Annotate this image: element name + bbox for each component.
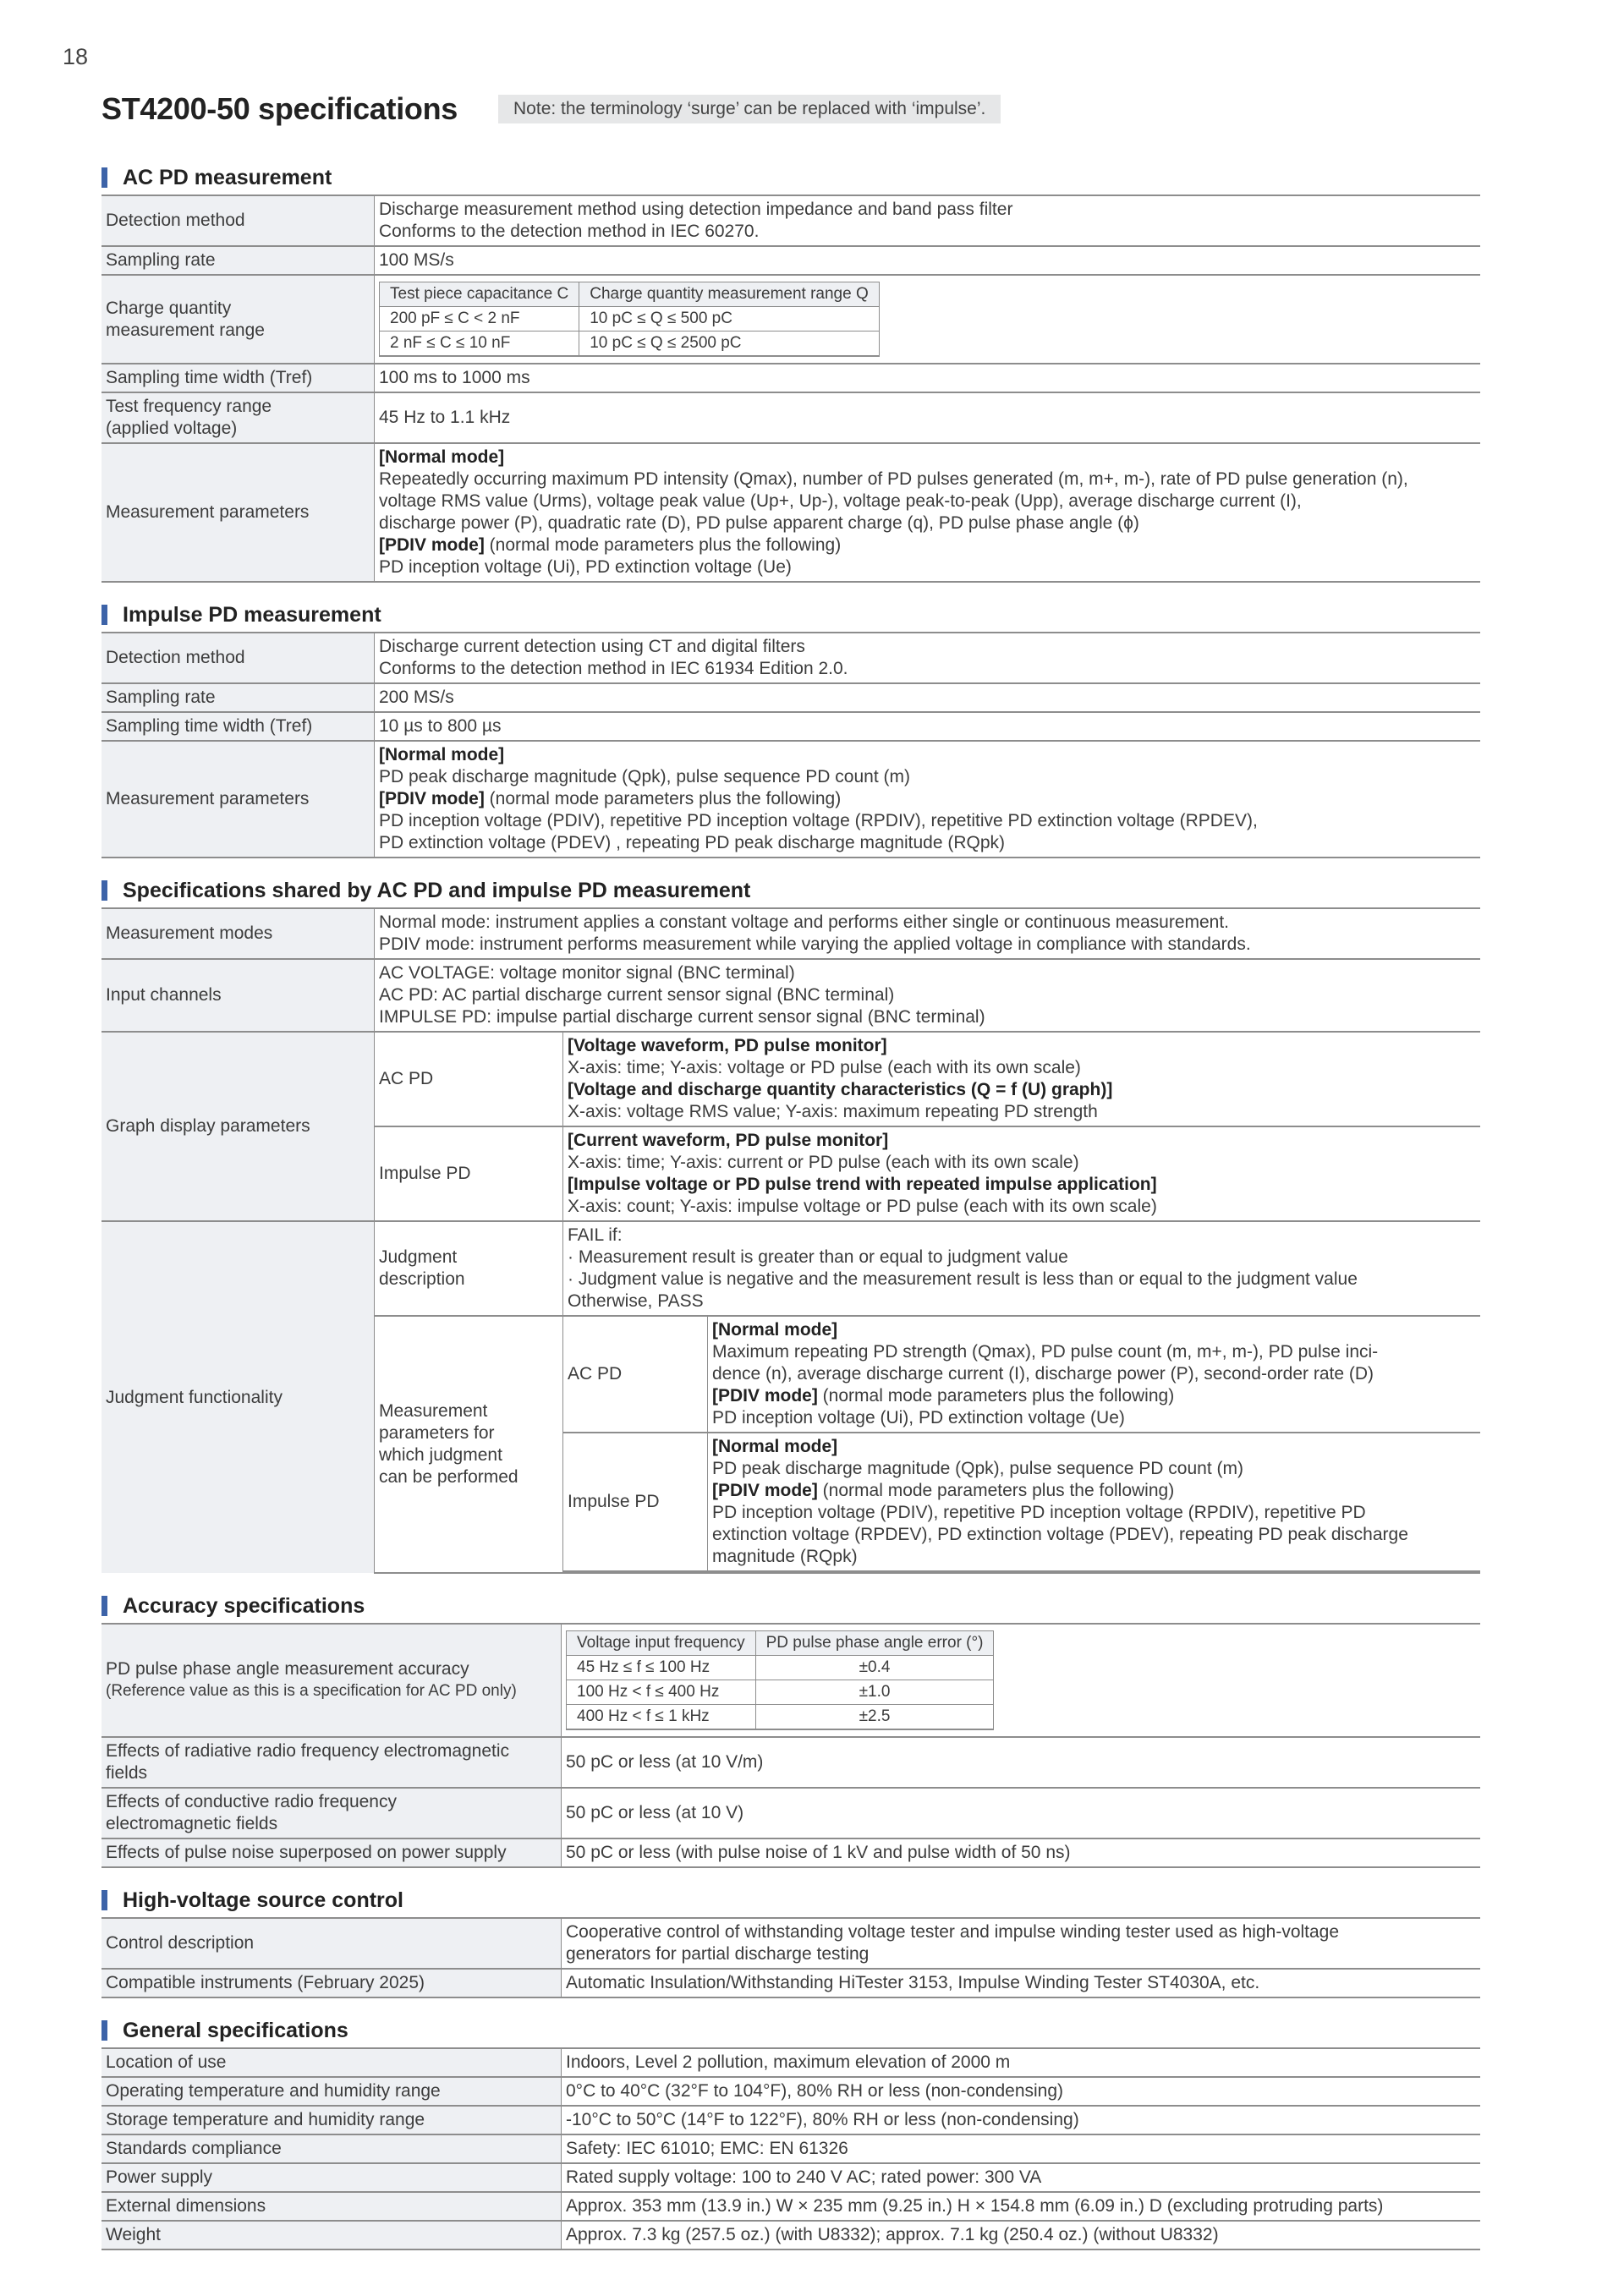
row-label: Effects of radiative radio frequency electromagnetic fields: [102, 1737, 562, 1788]
row-label: Effects of pulse noise superposed on power supply: [102, 1838, 562, 1867]
impulse-pd-table: [102, 632, 1480, 858]
section-heading-hv-control: High-voltage source control: [102, 1883, 1480, 1917]
table-row: 200 pF ≤ C < 2 nF 10 pC ≤ Q ≤ 500 pC: [380, 307, 880, 332]
row-value: 100 ms to 1000 ms: [375, 364, 1481, 392]
row-label: Effects of conductive radio frequency electromagnetic fields: [102, 1788, 562, 1838]
section-heading-general: General specifications: [102, 2014, 1480, 2047]
row-label: Detection method: [102, 633, 375, 683]
table-row: [102, 392, 1480, 443]
row-value: Safety: IEC 61010; EMC: EN 61326: [562, 2134, 1481, 2163]
row-label: Judgment functionality: [102, 1221, 375, 1573]
table-row: [102, 1838, 1480, 1867]
column-header: Voltage input frequency: [567, 1631, 756, 1656]
row-label: Detection method: [102, 195, 375, 246]
table-row: [102, 443, 1480, 582]
table-row: AC PD [Normal mode] Maximum repeating PD strength (Qmax), PD pulse count (m, m+, m-), PD pulse inci- dence (n), average discharge current (I), discharge power (P), second-order rate (D) [PDIV mode] (normal mode parameters plus the following) PD inception voltage (Ui), PD extinction voltage (Ue): [563, 1317, 1480, 1433]
ac-pd-table: [102, 195, 1480, 583]
row-value: 50 pC or less (with pulse noise of 1 kV and pulse width of 50 ns): [562, 1838, 1481, 1867]
table-row: [102, 683, 1480, 712]
table-row: [102, 1221, 1480, 1316]
row-value: 200 MS/s: [375, 683, 1481, 712]
table-row: 2 nF ≤ C ≤ 10 nF 10 pC ≤ Q ≤ 2500 pC: [380, 332, 880, 357]
column-header: Charge quantity measurement range Q: [579, 282, 880, 307]
row-value: Rated supply voltage: 100 to 240 V AC; rated power: 300 VA: [562, 2163, 1481, 2192]
table-row: [102, 741, 1480, 858]
row-label: Storage temperature and humidity range: [102, 2106, 562, 2134]
table-row: [102, 2192, 1480, 2221]
table-row: [102, 712, 1480, 741]
row-value: Automatic Insulation/Withstanding HiTester 3153, Impulse Winding Tester ST4030A, etc.: [562, 1969, 1481, 1997]
section-bar-icon: [102, 605, 107, 625]
row-value: 50 pC or less (at 10 V): [562, 1788, 1481, 1838]
table-row: [102, 246, 1480, 275]
charge-range-table: [379, 282, 880, 357]
sub-label: Impulse PD: [375, 1126, 563, 1221]
section-bar-icon: [102, 167, 107, 188]
sub-label: AC PD: [563, 1317, 708, 1433]
row-value: Approx. 353 mm (13.9 in.) W × 235 mm (9.25 in.) H × 154.8 mm (6.09 in.) D (excluding protruding parts): [562, 2192, 1481, 2221]
row-label: Location of use: [102, 2048, 562, 2077]
row-label: Compatible instruments (February 2025): [102, 1969, 562, 1997]
section-heading-accuracy: Accuracy specifications: [102, 1589, 1480, 1623]
phase-accuracy-table: [566, 1630, 994, 1730]
section-bar-icon: [102, 880, 107, 901]
table-row: [102, 2048, 1480, 2077]
table-row: Impulse PD [Normal mode] PD peak discharge magnitude (Qpk), pulse sequence PD count (m) [PDIV mode] (normal mode parameters plus the following) PD inception voltage (PDIV), repetitive PD inception voltage (RPDIV), repetitive PD extinction voltage (RPDEV), PD extinction voltage (PDEV), repeating PD peak discharge magnitude (RQpk): [563, 1433, 1480, 1571]
row-label: Standards compliance: [102, 2134, 562, 2163]
row-label: Test frequency range (applied voltage): [102, 392, 375, 443]
row-label: External dimensions: [102, 2192, 562, 2221]
table-row: [102, 1032, 1480, 1126]
row-label: Graph display parameters: [102, 1032, 375, 1221]
section-heading-shared: Specifications shared by AC PD and impulse PD measurement: [102, 874, 1480, 907]
table-row: 400 Hz < f ≤ 1 kHz ±2.5: [567, 1705, 994, 1730]
row-value: 100 MS/s: [375, 246, 1481, 275]
row-value: [Normal mode] PD peak discharge magnitude (Qpk), pulse sequence PD count (m) [PDIV mode] (normal mode parameters plus the following) PD inception voltage (PDIV), repetitive PD inception voltage (RPDIV), repetitive PD extinction voltage (RPDEV), PD extinction voltage (PDEV) , repeating PD peak discharge magnitude (RQpk): [375, 741, 1481, 858]
row-value: 10 µs to 800 µs: [375, 712, 1481, 741]
section-bar-icon: [102, 2020, 107, 2041]
row-value: FAIL if: · Measurement result is greater than or equal to judgment value · Judgment value is negative and the measurement result is less than or equal to the judgment value Otherwise, PASS: [563, 1221, 1481, 1316]
terminology-note: Note: the terminology ‘surge’ can be replaced with ‘impulse’.: [498, 95, 1001, 123]
sub-label: Impulse PD: [563, 1433, 708, 1571]
section-bar-icon: [102, 1890, 107, 1910]
table-row: [102, 1918, 1480, 1969]
sub-label: Measurement parameters for which judgment can be performed: [375, 1316, 563, 1573]
accuracy-table: [102, 1623, 1480, 1868]
table-row: [102, 275, 1480, 364]
row-label: Measurement modes: [102, 908, 375, 959]
table-row: [102, 364, 1480, 392]
table-row: [102, 1788, 1480, 1838]
row-value: -10°C to 50°C (14°F to 122°F), 80% RH or less (non-condensing): [562, 2106, 1481, 2134]
judgment-params-table: [563, 1317, 1480, 1572]
row-value: [Current waveform, PD pulse monitor] X-axis: time; Y-axis: current or PD pulse (each with its own scale) [Impulse voltage or PD pulse trend with repeated impulse application] X-axis: count; Y-axis: impulse voltage or PD pulse (each with its own scale): [563, 1126, 1481, 1221]
row-label: Sampling time width (Tref): [102, 364, 375, 392]
sub-label: AC PD: [375, 1032, 563, 1126]
spec-content: [102, 145, 1480, 2250]
row-value: Normal mode: instrument applies a constant voltage and performs either single or continuous measurement. PDIV mode: instrument performs measurement while varying the applied voltage in compliance with standards.: [375, 908, 1481, 959]
table-row: 45 Hz ≤ f ≤ 100 Hz ±0.4: [567, 1656, 994, 1680]
row-value: [375, 275, 1481, 364]
row-label: Charge quantity measurement range: [102, 275, 375, 364]
table-row: [102, 1624, 1480, 1737]
row-label: Measurement parameters: [102, 443, 375, 582]
column-header: PD pulse phase angle error (°): [755, 1631, 994, 1656]
row-value: [562, 1624, 1481, 1737]
row-value: Cooperative control of withstanding voltage tester and impulse winding tester used as high-voltage generators for partial discharge testing: [562, 1918, 1481, 1969]
table-row: [102, 2106, 1480, 2134]
row-value: Discharge current detection using CT and digital filters Conforms to the detection method in IEC 61934 Edition 2.0.: [375, 633, 1481, 683]
table-row: [102, 2163, 1480, 2192]
row-value: [563, 1316, 1481, 1573]
general-table: [102, 2047, 1480, 2250]
table-row: [102, 2077, 1480, 2106]
table-row: [102, 959, 1480, 1032]
row-label: Weight: [102, 2221, 562, 2249]
row-label: Measurement parameters: [102, 741, 375, 858]
row-label: Power supply: [102, 2163, 562, 2192]
row-value: 0°C to 40°C (32°F to 104°F), 80% RH or less (non-condensing): [562, 2077, 1481, 2106]
row-value: [Normal mode] Repeatedly occurring maximum PD intensity (Qmax), number of PD pulses generated (m, m+, m-), rate of PD pulse generation (n), voltage RMS value (Urms), voltage peak value (Up+, Up-), voltage peak-to-peak (Upp), average discharge current (I), discharge power (P), quadratic rate (D), PD pulse apparent charge (q), PD pulse phase angle (ϕ) [PDIV mode] (normal mode parameters plus the following) PD inception voltage (Ui), PD extinction voltage (Ue): [375, 443, 1481, 582]
table-row: [102, 2221, 1480, 2249]
row-value: Indoors, Level 2 pollution, maximum elevation of 2000 m: [562, 2048, 1481, 2077]
page-number: 18: [63, 44, 89, 69]
row-label: Control description: [102, 1918, 562, 1969]
row-value: 45 Hz to 1.1 kHz: [375, 392, 1481, 443]
row-label: Sampling rate: [102, 246, 375, 275]
shared-table: [102, 907, 1480, 1574]
row-label: PD pulse phase angle measurement accuracy (Reference value as this is a specification for AC PD only): [102, 1624, 562, 1737]
table-row: [102, 195, 1480, 246]
row-label: Operating temperature and humidity range: [102, 2077, 562, 2106]
table-row: [102, 633, 1480, 683]
row-label: Sampling time width (Tref): [102, 712, 375, 741]
title-row: [102, 91, 1001, 127]
row-value: AC VOLTAGE: voltage monitor signal (BNC terminal) AC PD: AC partial discharge current sensor signal (BNC terminal) IMPULSE PD: impulse partial discharge current sensor signal (BNC terminal): [375, 959, 1481, 1032]
section-heading-impulse-pd: Impulse PD measurement: [102, 598, 1480, 632]
row-label: Sampling rate: [102, 683, 375, 712]
row-value: Discharge measurement method using detection impedance and band pass filter Conforms to the detection method in IEC 60270.: [375, 195, 1481, 246]
table-row: [102, 908, 1480, 959]
hv-control-table: [102, 1917, 1480, 1998]
row-label: Input channels: [102, 959, 375, 1032]
column-header: Test piece capacitance C: [380, 282, 579, 307]
row-value: [Voltage waveform, PD pulse monitor] X-axis: time; Y-axis: voltage or PD pulse (each with its own scale) [Voltage and discharge quantity characteristics (Q = f (U) graph)] X-axis: voltage RMS value; Y-axis: maximum repeating PD strength: [563, 1032, 1481, 1126]
sub-label: Judgment description: [375, 1221, 563, 1316]
row-value: Approx. 7.3 kg (257.5 oz.) (with U8332); approx. 7.1 kg (250.4 oz.) (without U8332): [562, 2221, 1481, 2249]
table-row: [102, 1969, 1480, 1997]
row-value: 50 pC or less (at 10 V/m): [562, 1737, 1481, 1788]
page-title: ST4200-50 specifications: [102, 91, 458, 126]
table-row: 100 Hz < f ≤ 400 Hz ±1.0: [567, 1680, 994, 1705]
section-heading-ac-pd: AC PD measurement: [102, 161, 1480, 195]
section-bar-icon: [102, 1596, 107, 1616]
table-row: [102, 1737, 1480, 1788]
table-row: [102, 2134, 1480, 2163]
